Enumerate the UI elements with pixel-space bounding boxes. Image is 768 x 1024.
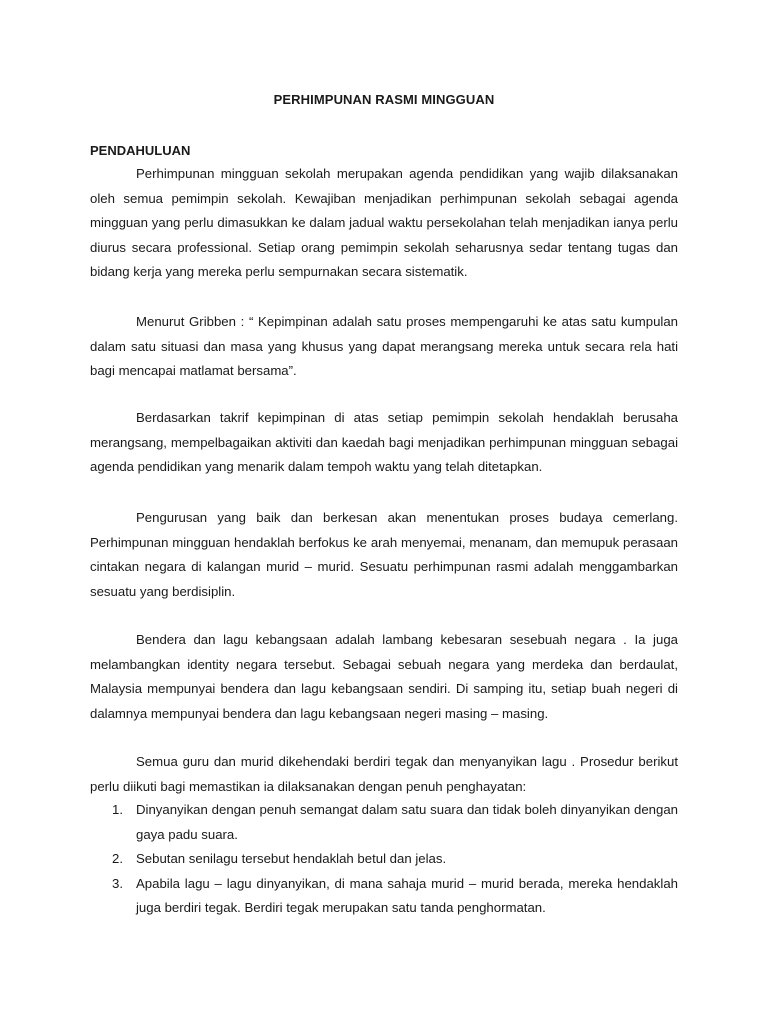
list-item [90,798,678,847]
list-item-text: Sebutan senilagu tersebut hendaklah betul dan jelas. [136,851,447,866]
document-title: PERHIMPUNAN RASMI MINGGUAN [273,92,495,107]
procedure-list [90,798,678,921]
paragraph-2: Menurut Gribben : “ Kepimpinan adalah satu proses mempengaruhi ke atas satu kumpulan dalam satu situasi dan masa yang khusus yang dapat merangsang mereka untuk secara rela hati bagi mencapai matlamat bersama”. [90,314,678,378]
paragraph-1: Perhimpunan mingguan sekolah merupakan agenda pendidikan yang wajib dilaksanakan oleh semua pemimpin sekolah. Kewajiban menjadikan perhimpunan sekolah sebagai agenda mingguan yang perlu dimasukkan ke dalam jadual waktu persekolahan telah menjadikan ianya perlu diurus secara professional. Setiap orang pemimpin sekolah seharusnya sedar tentang tugas dan bidang kerja yang mereka perlu sempurnakan secara sistematik. [90,166,678,279]
list-item-number: 1. [112,802,123,817]
section-heading: PENDAHULUAN [90,143,191,158]
list-item [90,847,678,872]
paragraph-5: Bendera dan lagu kebangsaan adalah lambang kebesaran sesebuah negara . Ia juga melambangkan identity negara tersebut. Sebagai sebuah negara yang merdeka dan berdaulat, Malaysia mempunyai bendera dan lagu kebangsaan sendiri. Di samping itu, setiap buah negeri di dalamnya mempunyai bendera dan lagu kebangsaan negeri masing – masing. [90,632,678,721]
paragraph-4: Pengurusan yang baik dan berkesan akan menentukan proses budaya cemerlang. Perhimpunan mingguan hendaklah berfokus ke arah menyemai, menanam, dan memupuk perasaan cintakan negara di kalangan murid – murid. Sesuatu perhimpunan rasmi adalah menggambarkan sesuatu yang berdisiplin. [90,510,678,599]
list-item-number: 3. [112,875,123,891]
list-item-text: Dinyanyikan dengan penuh semangat dalam satu suara dan tidak boleh dinyanyikan dengan gaya padu suara. [136,802,678,842]
list-item-text: Apabila lagu – lagu dinyanyikan, di mana sahaja murid – murid berada, mereka hendaklah juga berdiri tegak. Berdiri tegak merupakan satu tanda penghormatan. [136,875,678,915]
paragraph-3: Berdasarkan takrif kepimpinan di atas setiap pemimpin sekolah hendaklah berusaha merangsang, mempelbagaikan aktiviti dan kaedah bagi menjadikan perhimpunan mingguan sebagai agenda pendidikan yang menarik dalam tempoh waktu yang telah ditetapkan. [90,410,678,474]
list-item-number: 2. [112,851,123,866]
list-item [90,872,678,921]
paragraph-6: Semua guru dan murid dikehendaki berdiri tegak dan menyanyikan lagu . Prosedur berikut perlu diikuti bagi memastikan ia dilaksanakan dengan penuh penghayatan: [90,754,678,794]
